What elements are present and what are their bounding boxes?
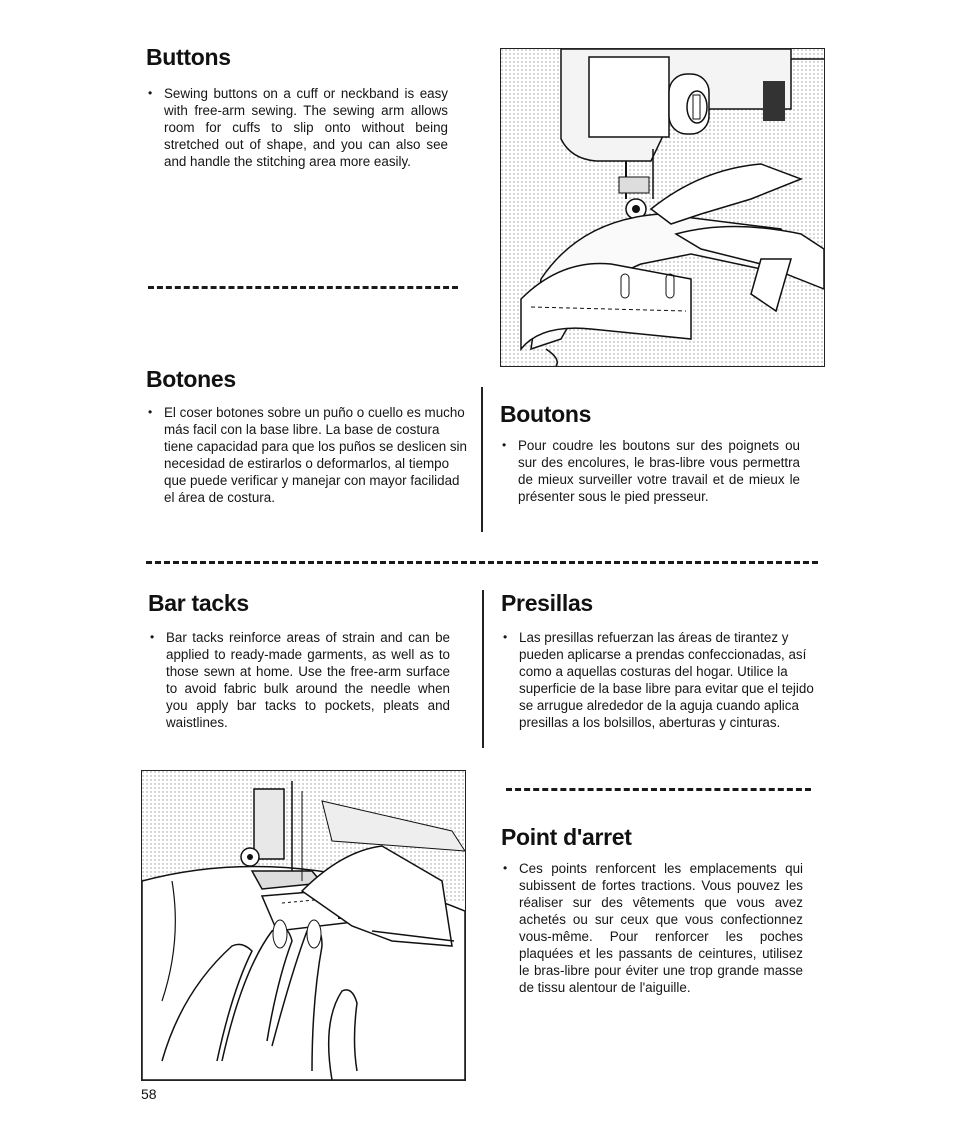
- paragraph-point-darret-text: Ces points renforcent les emplacements qui subissent de fortes tractions. Vous pouvez les réaliser sur des vêtements que vous avez achetés ou sur ceux que vous confectionnez vous-même. Pour renforcer les poches plaquées et les passants de ceintures, utilisez le bras-libre pour éviter une trop grande masse de tissu alentour de l'aiguille.: [519, 861, 803, 995]
- bullet: •: [150, 630, 155, 644]
- paragraph-point-darret: [501, 860, 803, 996]
- heading-bar-tacks: Bar tacks: [148, 590, 249, 616]
- column-divider: [481, 387, 483, 532]
- paragraph-boutons-text: Pour coudre les boutons sur des poignets ou sur des encolures, le bras-libre vous permettra de mieux surveiller votre travail et de mieux le présenter sous le pied presseur.: [518, 438, 800, 504]
- heading-botones: Botones: [146, 366, 236, 392]
- bullet: •: [148, 405, 153, 419]
- divider-dashed-wide: [146, 561, 818, 564]
- illustration-button-sewing: [500, 48, 825, 367]
- illustration-button-sewing-drawing: [501, 49, 824, 366]
- heading-boutons: Boutons: [500, 401, 592, 427]
- illustration-bar-tack-drawing: [142, 771, 465, 1080]
- bullet: •: [503, 861, 508, 875]
- bullet: •: [502, 438, 507, 452]
- paragraph-botones: [146, 404, 470, 506]
- page-number: 58: [141, 1086, 157, 1102]
- paragraph-botones-text: El coser botones sobre un puño o cuello es mucho más facil con la base libre. La base de costura tiene capacidad para que los puños se deslicen sin necesidad de estirarlos o deformarlos, al tiempo que puede verificar y manejar con mayor facilidad el área de costura.: [164, 405, 467, 505]
- paragraph-bar-tacks-text: Bar tacks reinforce areas of strain and can be applied to ready-made garments, as well as to those sewn at home. Use the free-arm surface to avoid fabric bulk around the needle when you apply bar tacks to pockets, pleats and waistlines.: [166, 630, 450, 730]
- paragraph-buttons: [146, 85, 448, 170]
- paragraph-buttons-text: Sewing buttons on a cuff or neckband is easy with free-arm sewing. The sewing arm allows room for cuffs to slip onto without being stretched out of shape, and you can also see and handle the stitching area more easily.: [164, 86, 448, 169]
- divider-dashed: [148, 286, 458, 289]
- paragraph-presillas-text: Las presillas refuerzan las áreas de tirantez y pueden aplicarse a prendas confeccionadas, así como a aquellas costuras del hogar. Utilice la superficie de la base libre para evitar que el tejido se arrugue alrededor de la aguja cuando aplica presillas a los bolsillos, aberturas y cinturas.: [519, 630, 814, 730]
- paragraph-bar-tacks: [148, 629, 450, 731]
- divider-dashed: [506, 788, 811, 791]
- bullet: •: [503, 630, 508, 644]
- heading-point-darret: Point d'arret: [501, 824, 632, 850]
- heading-presillas: Presillas: [501, 590, 593, 616]
- bullet: •: [148, 86, 153, 100]
- paragraph-presillas: [501, 629, 829, 731]
- heading-buttons: Buttons: [146, 44, 231, 70]
- paragraph-boutons: [500, 437, 800, 505]
- illustration-bar-tack: [141, 770, 466, 1081]
- column-divider: [482, 590, 484, 748]
